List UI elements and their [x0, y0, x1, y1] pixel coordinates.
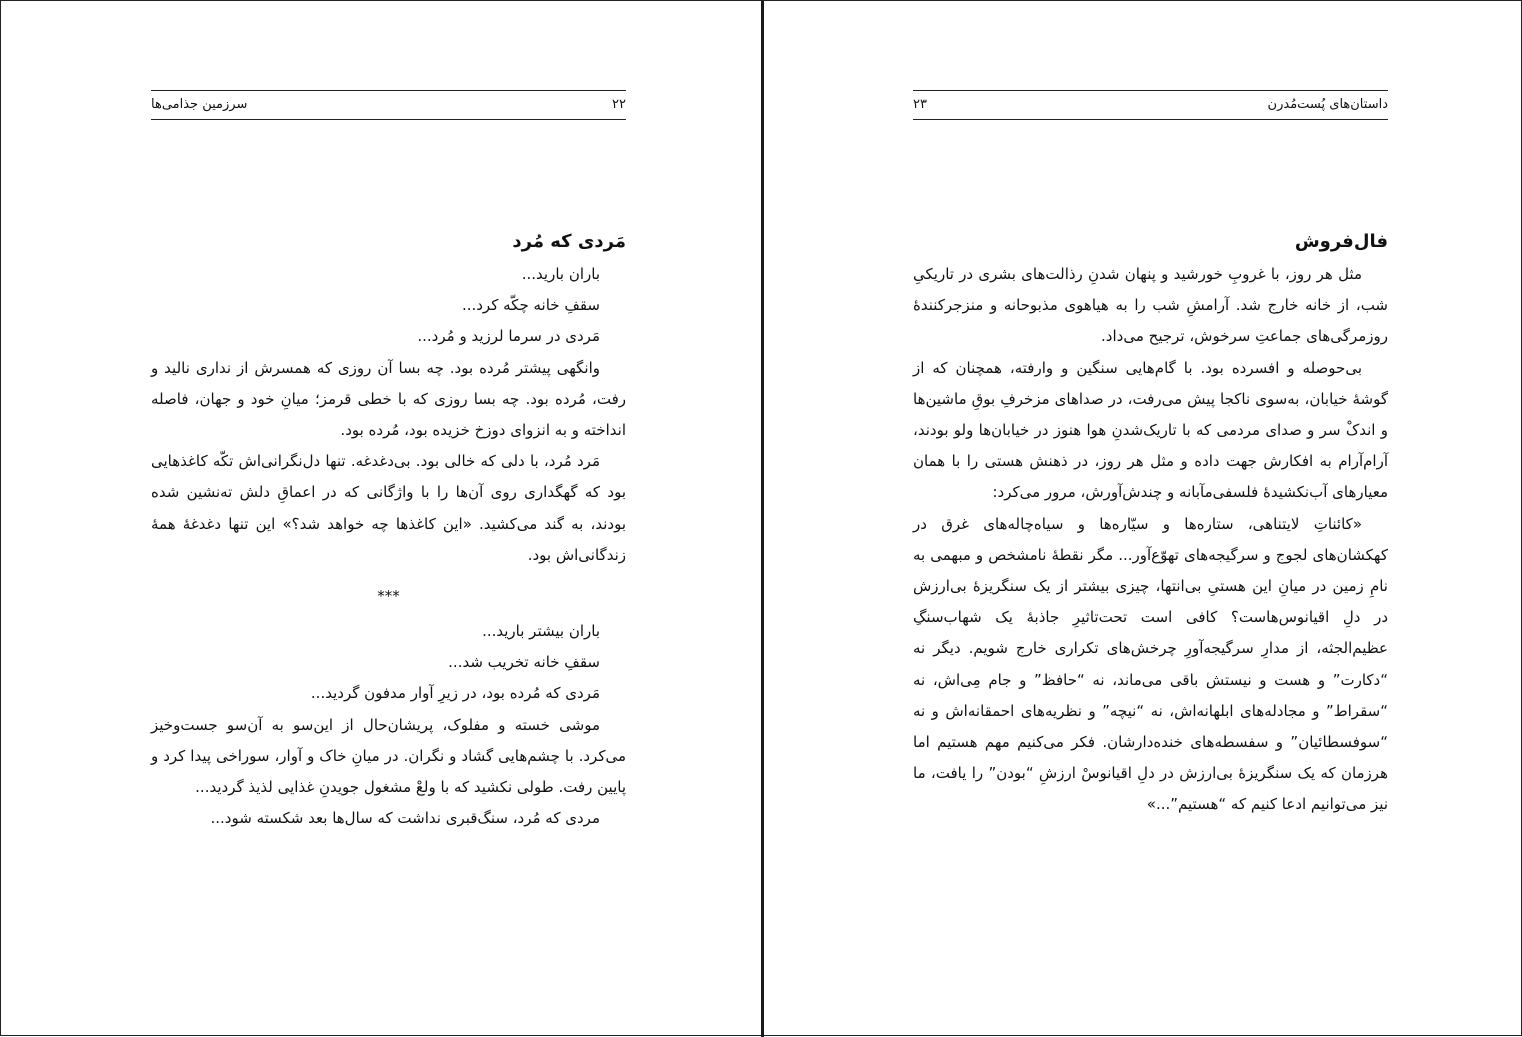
- chapter-title: مَردی که مُرد: [512, 231, 626, 252]
- verse-line: سقفِ خانه چکّه کرد...: [461, 296, 600, 315]
- right-page-content: [913, 227, 1388, 821]
- left-running-title: سرزمین جذامی‌ها: [151, 97, 248, 112]
- paragraph: مثل هر روز، با غروبِ خورشید و پنهان شدنِ رذالت‌های بشری در تاریکیِ شب، از خانه خارج شد. آرامشِ شب را به هیاهوی مذبوحانه و منزجرکنندهٔ روزمرگی‌های جماعتِ سرخوش، ترجیح می‌داد.: [913, 265, 1388, 346]
- left-running-head: [151, 90, 626, 120]
- section-separator: ***: [377, 587, 400, 606]
- paragraph: «کائناتِ لایتناهی، ستاره‌ها و سیّاره‌ها و سیاه‌چاله‌های غرق در کهکشان‌های لجوج و سرگیجه‌های تهوّع‌آور... مگر نقطهٔ نامشخص و مبهمی به نامِ زمین در میانِ این هستیِ بی‌انتها، چیزی بیشتر از یک سنگریزهٔ بی‌ارزش در دلِ اقیانوس‌هاست؟ کافی است تحت‌تاثیرِ جاذبهٔ یک شهاب‌سنگِ عظیم‌الجثه، از مدارِ سرگیجه‌آورِ چرخش‌های تکراری خارج شویم. دیگر نه “دکارت” و هست و نیستش باقی می‌ماند، نه “حافظ” و جام مِی‌اش، نه “سقراط” و مجادله‌های ابلهانه‌اش، نه “نیچه” و نظریه‌های احمقانه‌اش و نه “سوفسطائیان” و سفسطه‌های خنده‌دارشان. فکر می‌کنیم مهم هستیم اما هرزمان که یک سنگریزهٔ بی‌ارزش در دلِ اقیانوسْ ارزشِ “بودن” را یافت، ما نیز می‌توانیم ادعا کنیم که “هستیم”...»: [913, 514, 1388, 814]
- left-page-number: ۲۲: [612, 97, 626, 112]
- verse-line: سقفِ خانه تخریب شد...: [448, 653, 600, 672]
- verse-line: باران بیشتر بارید...: [482, 622, 600, 641]
- verse-line: مَردی در سرما لرزید و مُرد...: [417, 327, 600, 346]
- right-running-title: داستان‌های پُست‌مُدرن: [1267, 97, 1388, 112]
- right-page-number: ۲۳: [913, 97, 927, 112]
- right-running-head: [913, 90, 1388, 120]
- paragraph: مَرد مُرد، با دلی که خالی بود. بی‌دغدغه. تنها دل‌نگرانی‌اش تکّه کاغذهایی بود که گهگداری روی آن‌ها را با واژگانی که در اعماقِ دلش ته‌نشین شده بودند، به گند می‌کشید. «این کاغذها چه خواهد شد؟» این تنها دغدغهٔ همهٔ زندگانی‌اش بود.: [151, 452, 626, 564]
- paragraph: موشی خسته و مفلوک، پریشان‌حال از این‌سو به آن‌سو جست‌وخیز می‌کرد. با چشم‌هایی گشاد و نگران. در میانِ خاک و آوار، سوراخی پیدا کرد و پایین رفت. طولی نکشید که با ولعْ مشغول جویدنِ غذایی لذیذ گردید...: [151, 715, 626, 797]
- left-page: [151, 1, 626, 1037]
- right-page: [913, 1, 1388, 1037]
- book-gutter: [761, 1, 764, 1037]
- paragraph: بی‌حوصله و افسرده بود. با گام‌هایی سنگین و وارفته، همچنان که از گوشهٔ خیابان، به‌سوی ناکجا پیش می‌رفت، در صداهای مزخرفِ بوقِ ماشین‌ها و اندکْ سر و صدای مردمی که با تاریک‌شدنِ هوا هنوز در خیابان‌ها ولو بودند، آرام‌آرام به افکارش جهت داده و مثل هر روز، در ذهنش هستی را با همان معیارهای آب‌نکشیدهٔ فلسفی‌مآبانه و چندش‌آورش، مرور می‌کرد:: [913, 358, 1388, 502]
- verse-line: مَردی که مُرده بود، در زیرِ آوار مدفون گردید...: [310, 684, 600, 703]
- left-page-content: [151, 227, 626, 834]
- paragraph: مردی که مُرد، سنگ‌قبری نداشت که سال‌ها بعد شکسته شود...: [210, 809, 600, 828]
- verse-line: باران بارید...: [521, 265, 600, 283]
- chapter-title: فال‌فروش: [1294, 231, 1388, 252]
- paragraph: وانگهی پیشتر مُرده بود. چه بسا آن روزی که همسرش از نداری نالید و رفت، مُرده بود. چه بسا روزی که با خطی قرمز؛ میانِ خود و جهان، فاصله انداخته و به انزوای دوزخ خزیده بود، مُرده بود.: [151, 358, 626, 440]
